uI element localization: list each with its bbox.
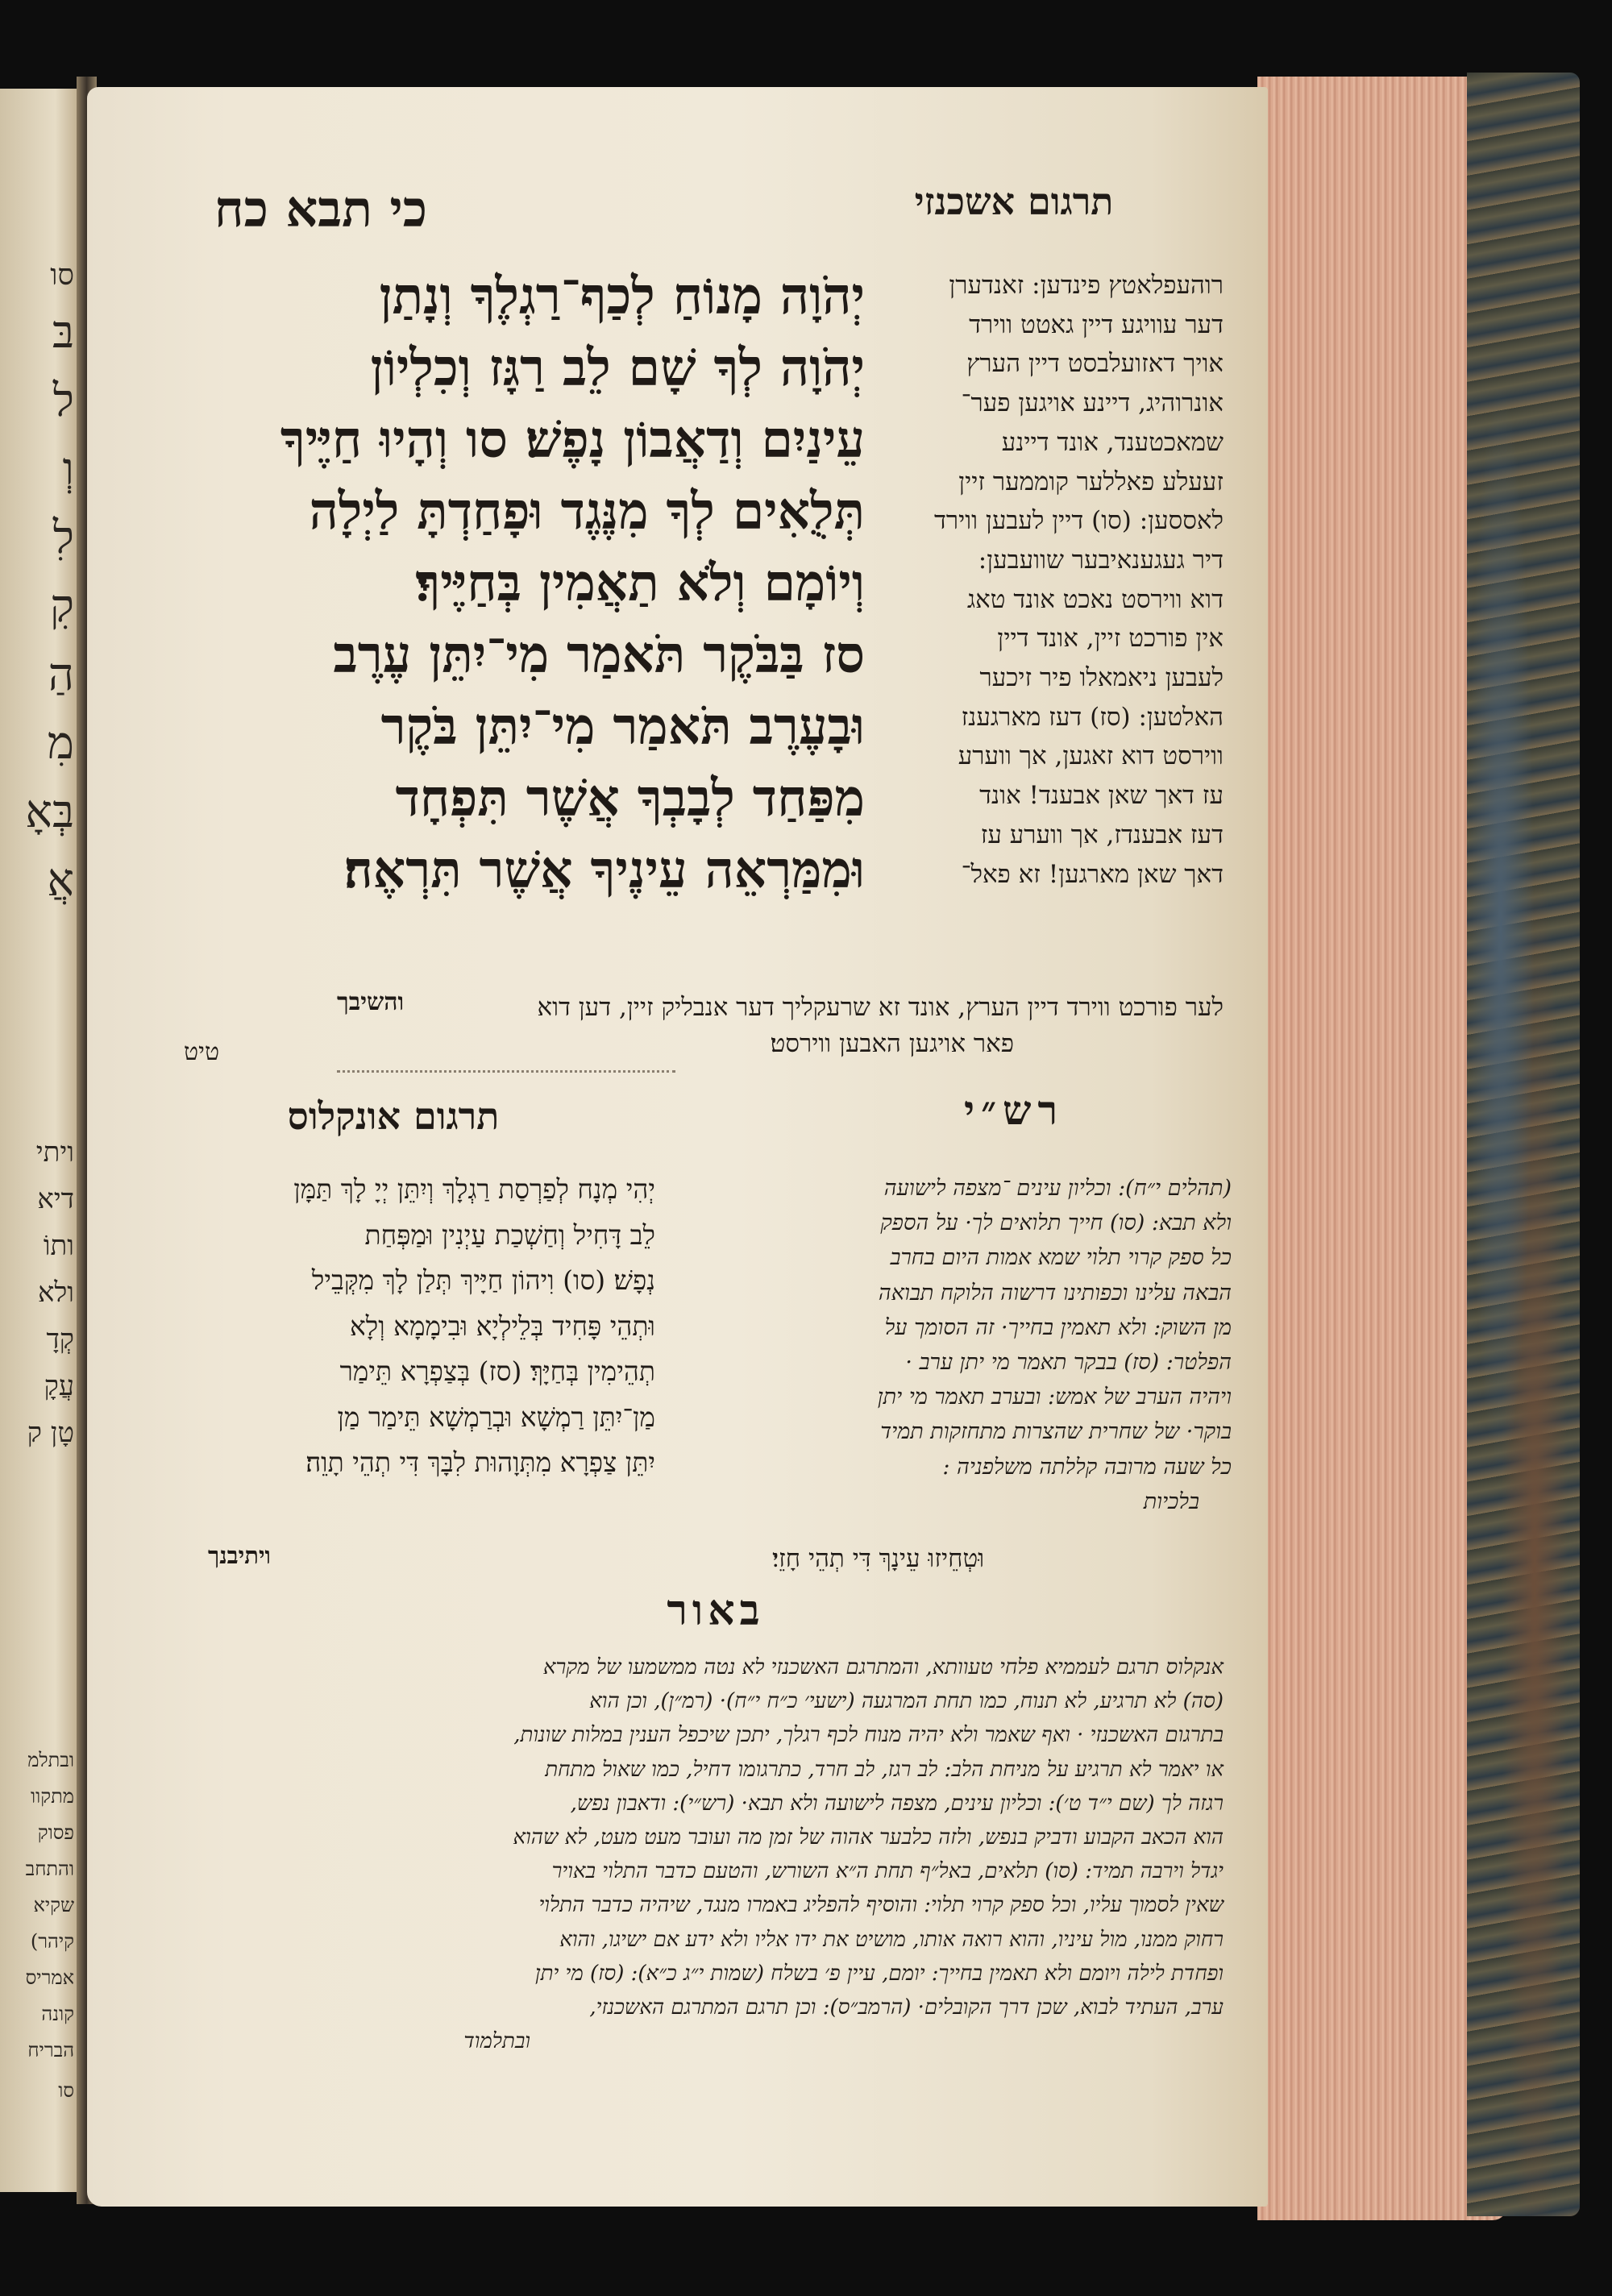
onkelos-title: תרגום אונקלוס: [287, 1094, 500, 1138]
biur-title: באור: [667, 1586, 765, 1635]
onkelos-line: יְהִי מְנָח לְפַרְסַת רַגְלָךְ וְיִתֵּן יְיָ לָךְ תַּמָּן: [293, 1173, 655, 1205]
onkelos-translation: [139, 1167, 655, 1486]
prev-page-line: מתקוו: [31, 1785, 74, 1808]
section-divider: [337, 1070, 675, 1076]
ashkenazi-line: ווירסט דוא זאגען, אך ווערע: [958, 741, 1224, 771]
biur-line: רחוק ממנו, מול עיניו, והוא רואה אותו, מושיט את ידו אליו ולא ידע אם ישיגו, והוא: [559, 1927, 1224, 1952]
ashkenazi-line: זעעלע פאללער קוממער זיין: [958, 467, 1224, 496]
verse-line: וּבָעֶרֶב תֹּאמַר מִי־יִתֵּן בֹּקֶר: [380, 696, 865, 756]
book-page: [87, 87, 1268, 2207]
prev-page-line: דיא: [37, 1183, 74, 1215]
prev-page-line: קִ: [50, 580, 74, 633]
biur-line: בתרגום האשכנזי · ואף שאמר ולא יהיה מנוח לכף רגלך, יתכן שיכפל הענין במלות שונות,: [513, 1723, 1224, 1748]
verse-line: סז בַּבֹּקֶר תֹּאמַר מִי־יִתֵּן עֶרֶב: [333, 625, 865, 684]
ashkenazi-line: האלטען: (סז) דעז מארגענז: [961, 702, 1224, 732]
ashkenazi-translation: [885, 266, 1224, 894]
prev-page-line: ולא: [37, 1277, 74, 1309]
rashi-line: ויהיה הערב של אמש: ובערב תאמר מי יתן: [877, 1385, 1232, 1410]
prev-page-line: (קיהר: [30, 1930, 74, 1953]
prev-page-line: קונה: [41, 2003, 74, 2025]
verse-line: וּמִמַּרְאֵה עֵינֶיךָ אֲשֶׁר תִּרְאֶה׃: [343, 840, 865, 899]
prev-page-line: קְדָ: [46, 1323, 74, 1356]
biur-line: שאין לסמוך עליו, וכל ספק קרוי תלוי: והוסיף להפליג באמרו מנגד, שיהיה כדבר התלוי: [538, 1893, 1224, 1918]
ashkenazi-line: עז דאך שאן אבענד! אונד: [979, 781, 1224, 811]
prev-page-line: מִ: [47, 717, 74, 770]
verse-line: יְהֹוָה לְךָ שָׁם לֵב רַגָּז וְכִלְיוֹן: [370, 338, 865, 397]
prev-page-line: לִ: [52, 512, 74, 564]
prev-page-line: הַ: [48, 649, 74, 701]
onkelos-line: לֵב דָּחִיל וְחַשְׁכַת עַיְנִין וּמַפְּחַת: [364, 1219, 655, 1251]
ashkenazi-line: שמאכטענד, אונד דיינע: [1001, 427, 1224, 457]
prev-page-line: עֲקָ: [44, 1370, 74, 1402]
prev-page-line: ויתי: [35, 1136, 74, 1169]
biur-line: אנקלוס תרגם לעממיא פלחי טעוותא, והמתרגם האשכנזי לא נטה ממשמעו של מקרא: [542, 1655, 1224, 1679]
rashi-line: ולא תבא: (סו) חייך תלואים לך· על הספק: [880, 1210, 1232, 1236]
prev-page-line: הבריח: [27, 2039, 74, 2061]
prev-page-line: סו: [58, 2079, 74, 2102]
ashkenazi-line: לעבען ניאמאלו פיר זיכער: [979, 663, 1224, 693]
verse-line: מִפַּחַד לְבָבְךָ אֲשֶׁר תִּפְחָד: [395, 768, 865, 828]
ashkenazi-line: דאך שאן מארגען! זא פאל־: [961, 859, 1224, 889]
biur-line: רגזה לך (שם י״ד ט׳): וכליון עינים, מצפה לישועה ולא תבא· (רש״י): ודאבון נפש,: [570, 1791, 1224, 1816]
prev-page-line: אמריס: [25, 1966, 74, 1989]
prev-page-line: ובתלמ: [27, 1749, 74, 1771]
ashkenazi-line: אין פורכט זיין, אונד דיין: [997, 624, 1224, 654]
onkelos-line: מַן־יִתֵּן רַמְשָׁא וּבְרַמְשָׁא תֵּימַר מַן: [337, 1401, 655, 1433]
prev-page-line: טָן ק: [27, 1417, 74, 1449]
rashi-line: (תהלים י״ח): וכליון עינים ־מצפה לישועה: [883, 1176, 1232, 1201]
verse-line: יְהֹוָה מָנוֹחַ לְכַף־רַגְלֶךָ וְנָתַן: [379, 266, 865, 326]
prev-page-line: סו: [50, 259, 74, 292]
onkelos-line: וּתְהֵי פָּחִיד בְּלֵילְיָא וּבִימָמָא וְלָא: [349, 1310, 655, 1342]
biur-line: (סה) לא תרגיע, לא תנוח, כמו תחת המרגעה (ישעי׳ כ״ח י״ח)· (רמ״ן), וכן הוא: [589, 1689, 1224, 1714]
prev-page-line: ל: [52, 375, 74, 427]
biur-line: ופחדת לילה ויומם ולא תאמין בחייך: יומם, עיין פ׳ בשלח (שמות י״ג כ״א): (סז) מי יתן: [534, 1961, 1224, 1986]
signature-mark: טיט: [184, 1038, 220, 1066]
verse-line: עֵינַיִם וְדַאֲבוֹן נָפֶשׁ׃ סו וְהָיוּ חַיֶּיךָ: [280, 409, 865, 469]
verse-line: וְיוֹמָם וְלֹא תַאֲמִין בְּחַיֶּיךָ׃: [415, 553, 865, 612]
column-header-ashkenazi: תרגום אשכנזי: [914, 180, 1114, 223]
prev-page-line: בְּאָ: [25, 786, 74, 838]
onkelos-line: תְהֵימִין בְּחַיָּךְ׃ (סז) בְּצַפְרָא תֵּימַר: [339, 1356, 655, 1387]
previous-page-edge: [0, 89, 79, 2192]
rashi-line: הבאה עלינו וכפותינו דרשוה הלוקח תבואה: [878, 1280, 1232, 1306]
prev-page-line: ותוֹ: [43, 1230, 74, 1262]
ashkenazi-continuation: [143, 990, 1224, 1062]
onkelos-line: נְפָשׁ׃ (סו) וִיהוֹן חַיָּיךְ תְּלַן לָךְ מִקְּבֵיל: [311, 1264, 655, 1296]
ashkenazi-line: דעז אבענדז, אך ווערע עז: [980, 820, 1224, 849]
biur-commentary: [160, 1650, 1224, 2058]
marbled-cover: [1467, 73, 1580, 2216]
parsha-header: כי תבא כח: [214, 180, 428, 239]
onkelos-catchword: ויתיבנך: [208, 1542, 271, 1569]
ashkenazi-line: אויך דאזועלבסט דיין הערץ: [966, 349, 1224, 379]
rashi-commentary: [683, 1171, 1232, 1519]
verse-text: [147, 260, 865, 906]
onkelos-line: יִתֵּן צַפְרָא מִתְּוָהוּת לִבָּךְ דִּי תְהֵי תָוֵה׃: [305, 1447, 655, 1478]
ashkenazi-line: דיר געגענאיבער שוועבען:: [978, 545, 1224, 575]
rashi-line: כל שעה מרובה קללתה משלפניה :: [942, 1454, 1232, 1480]
prev-page-line: בּ: [52, 306, 74, 359]
biur-line: ערב, העתיד לבוא, שכן דרך הקובלים· (הרמב״ס): וכן תרגם המתרגם האשכנזי,: [589, 1995, 1224, 2020]
prev-page-line: וְ: [62, 443, 74, 496]
prev-page-line: פסוק: [37, 1821, 74, 1844]
verse-catchword: והשיבך: [337, 988, 405, 1016]
biur-line: הוא הכאב הקבוע ודביק בנפש, ולזה כלבער אהוה של זמן מה ועובר מעט מעט, לא שהוא: [513, 1825, 1224, 1850]
ashkenazi-line: לער פורכט ווירד דיין הערץ, אונד זא שרעקליך דער אנבליק זיין, דען דוא: [537, 993, 1224, 1022]
ashkenazi-line: רוהעפלאטץ פינדען: זאנדערן: [949, 271, 1224, 300]
biur-line: יגדל וירבה תמיד: (סו) תלאים, באל״ף תחת ה״א השורש, והטעם כדבר התלוי באויר: [551, 1859, 1224, 1884]
biur-line: או יאמר לא תרגיע על מניחת הלב: לב רגז, לב חרד, כתרגומו דחיל, כמו שאול מתחת: [545, 1757, 1224, 1782]
rashi-line: הפלטר: (סז) בבקר תאמר מי יתן ערב ·: [905, 1350, 1232, 1376]
rashi-title: רש״י: [963, 1086, 1065, 1134]
ashkenazi-line: פאר אויגען האבען ווירסט׃: [770, 1029, 1014, 1058]
onkelos-final-line: וּטְחֵיזוּ עֵינָךְ דִּי תְהֵי חָזֵי׃: [772, 1544, 985, 1573]
prev-page-line: והתחב: [25, 1858, 74, 1880]
biur-line: ובתלמוד: [463, 2029, 530, 2054]
ashkenazi-line: לאססען: (סו) דיין לעבען ווירד: [933, 506, 1224, 536]
rashi-line: בוקר· של שחרית שהצרות מתחזקות תמיד: [880, 1419, 1232, 1445]
prev-page-line: אֲ: [47, 854, 74, 907]
ashkenazi-line: אונרוהיג, דיינע אויגען פער־: [961, 388, 1224, 418]
ashkenazi-line: דוא ווירסט נאכט אונד טאג: [966, 584, 1224, 614]
rashi-line: כל ספק קרוי תלוי שמא אמות היום בחרב: [890, 1245, 1232, 1271]
prev-page-line: שקיא: [33, 1894, 74, 1916]
ashkenazi-line: דער עוויגע דיין גאטט ווירד: [969, 309, 1224, 339]
verse-line: תְּלֻאִים לְךָ מִנֶּגֶד וּפָחַדְתָּ לַיְלָה: [309, 481, 865, 541]
rashi-line: בלכיות: [1143, 1488, 1199, 1514]
rashi-line: מן השוק: ולא תאמין בחייך· זה הסומך על: [884, 1314, 1232, 1340]
